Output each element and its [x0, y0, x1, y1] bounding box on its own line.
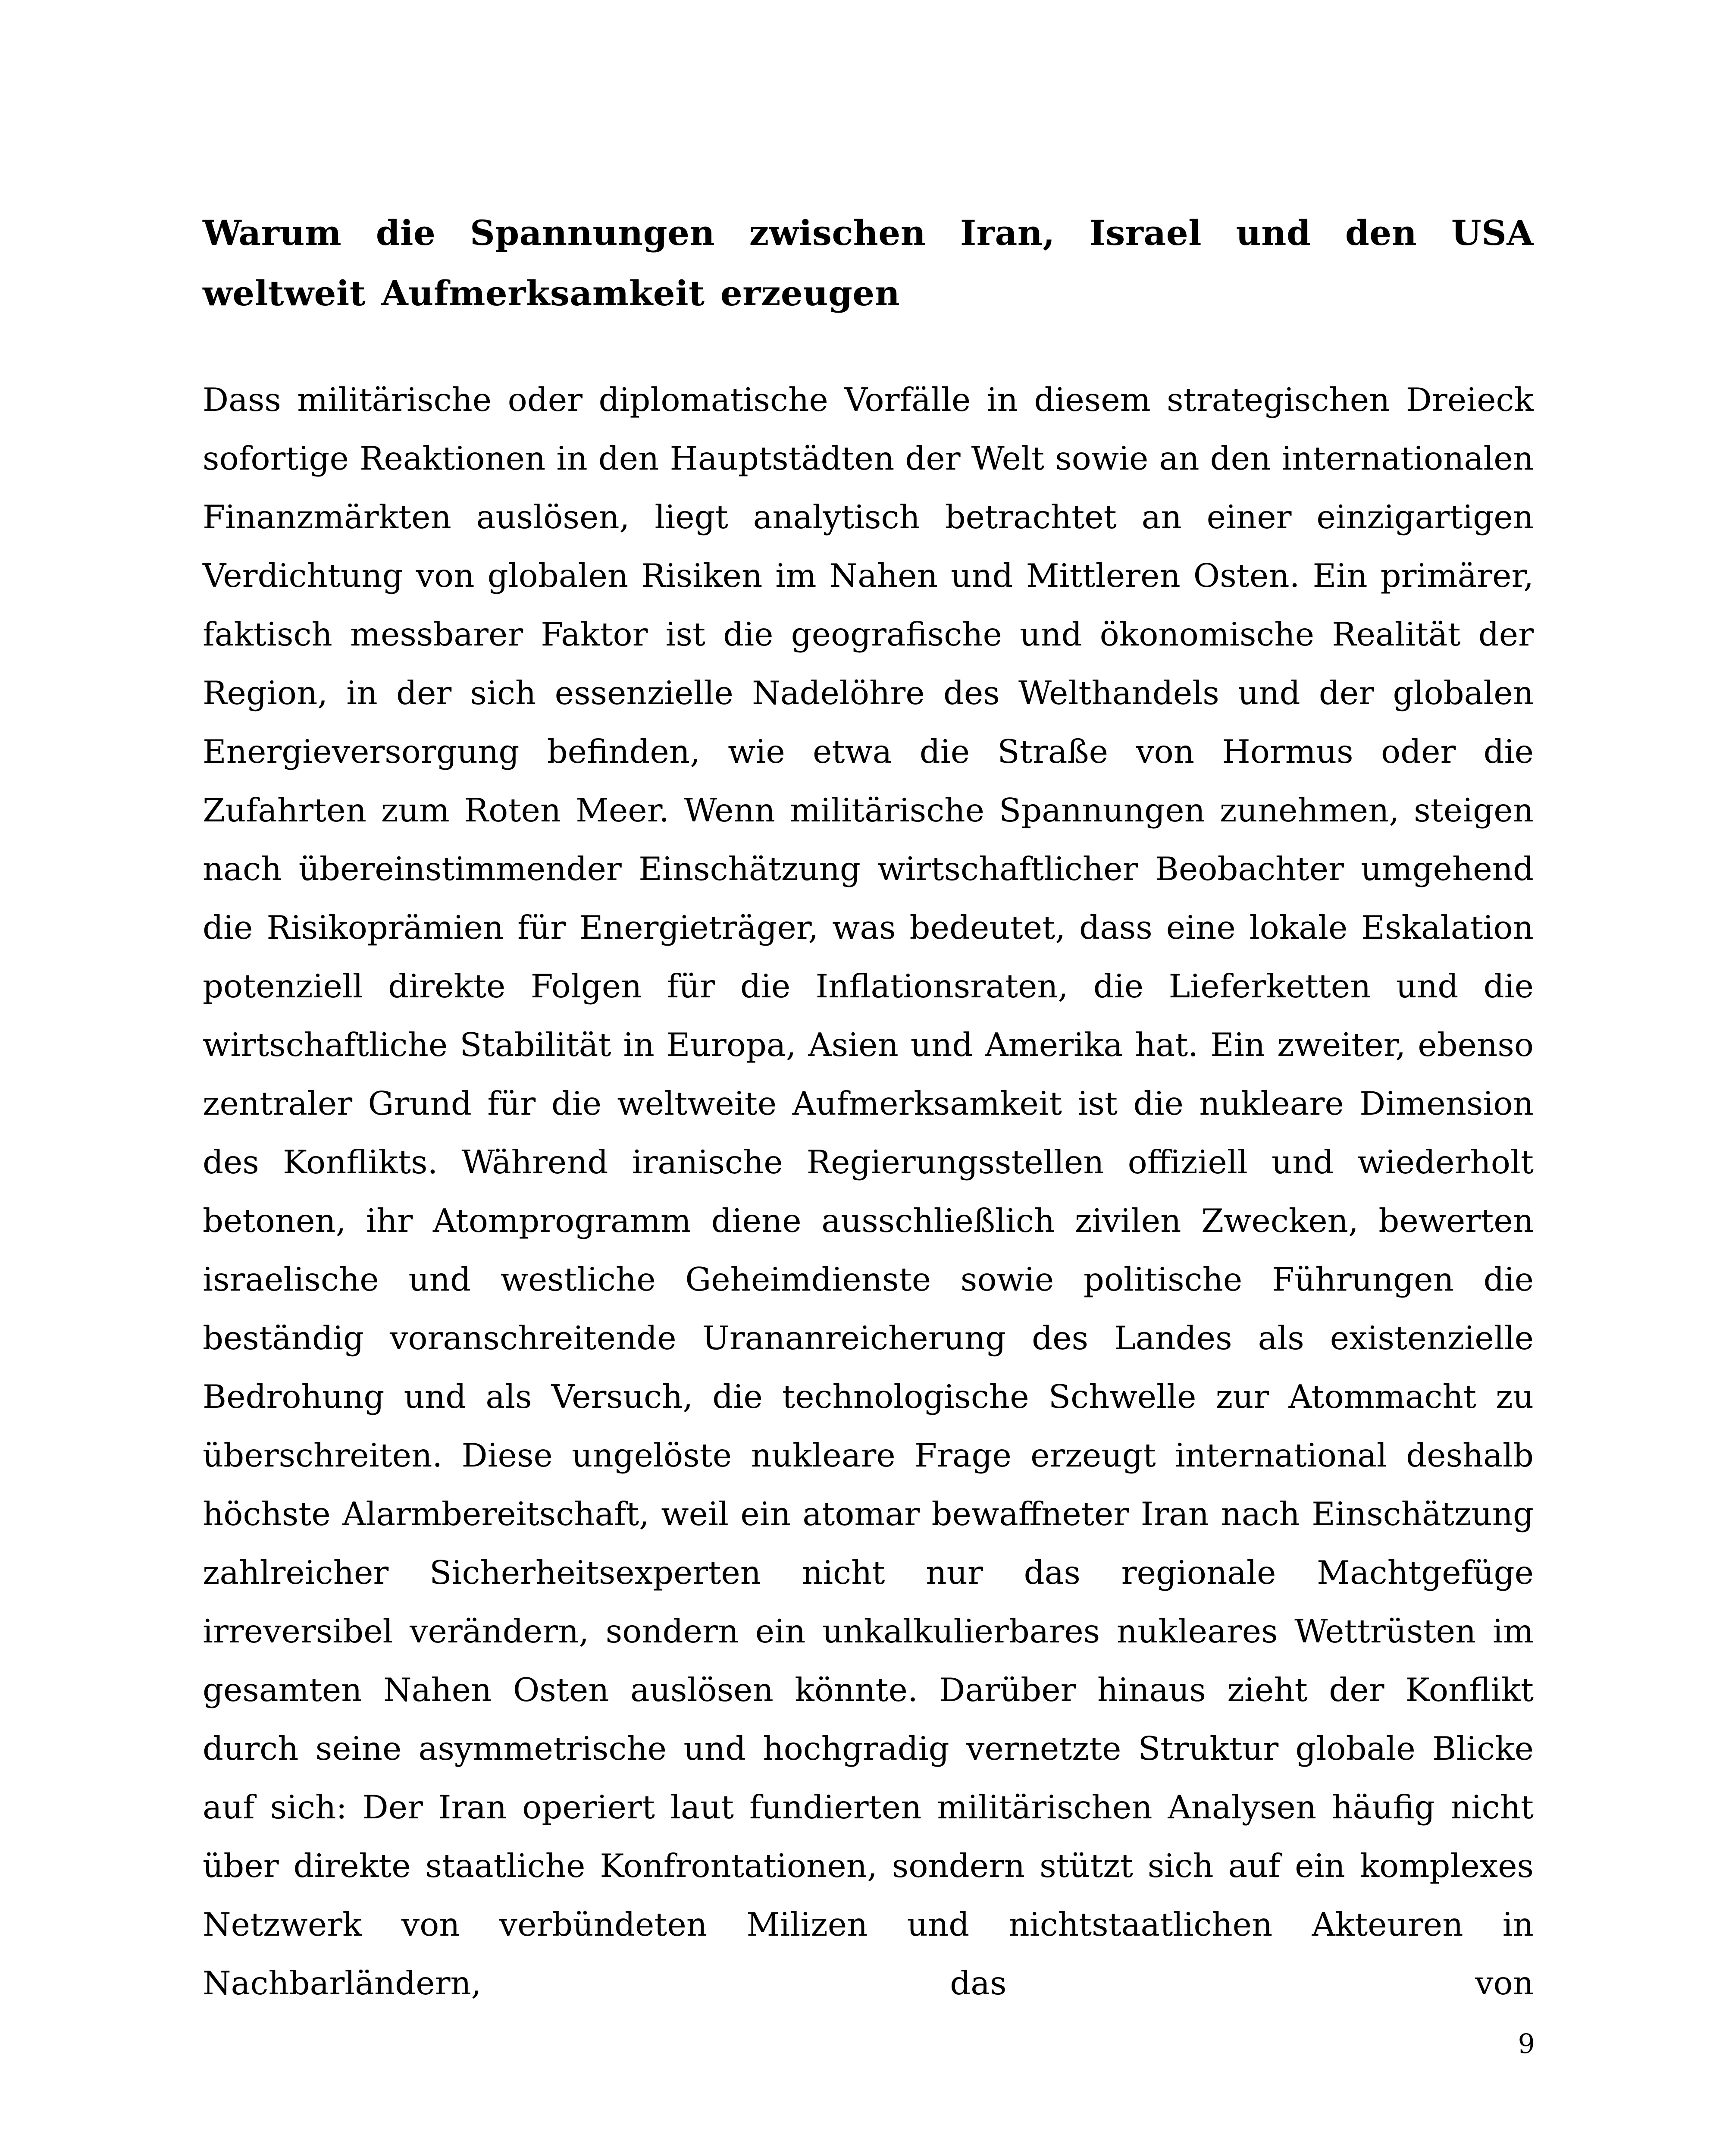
page-number: 9: [1518, 2028, 1535, 2059]
body-paragraph: Dass militärische oder diplomatische Vorfälle in diesem strategischen Dreieck sofortige Reaktionen in den Hauptstädten der Welt sowie an den internationalen Finanzmärkten auslösen, liegt analytisch betrachtet an einer einzigartigen Verdichtung von globalen Risiken im Nahen und Mittleren Osten. Ein primärer, faktisch messbarer Faktor ist die geografische und ökonomische Realität der Region, in der sich essenzielle Nadelöhre des Welthandels und der globalen Energieversorgung befinden, wie etwa die Straße von Hormus oder die Zufahrten zum Roten Meer. Wenn militärische Spannungen zunehmen, steigen nach übereinstimmender Einschätzung wirtschaftlicher Beobachter umgehend die Risikoprämien für Energieträger, was bedeutet, dass eine lokale Eskalation potenziell direkte Folgen für die Inflationsraten, die Lieferketten und die wirtschaftliche Stabilität in Europa, Asien und Amerika hat. Ein zweiter, ebenso zentraler Grund für die weltweite Aufmerksamkeit ist die nukleare Dimension des Konflikts. Während iranische Regierungsstellen offiziell und wiederholt betonen, ihr Atomprogramm diene ausschließlich zivilen Zwecken, bewerten israelische und westliche Geheimdienste sowie politische Führungen die beständig voranschreitende Urananreicherung des Landes als existenzielle Bedrohung und als Versuch, die technologische Schwelle zur Atommacht zu überschreiten. Diese ungelöste nukleare Frage erzeugt international deshalb höchste Alarmbereitschaft, weil ein atomar bewaffneter Iran nach Einschätzung zahlreicher Sicherheitsexperten nicht nur das regionale Machtgefüge irreversibel verändern, sondern ein unkalkulierbares nukleares Wettrüsten im gesamten Nahen Osten auslösen könnte. Darüber hinaus zieht der Konflikt durch seine asymmetrische und hochgradig vernetzte Struktur globale Blicke auf sich: Der Iran operiert laut fundierten militärischen Analysen häufig nicht über direkte staatliche Konfrontationen, sondern stützt sich auf ein komplexes Netzwerk von verbündeten Milizen und nichtstaatlichen Akteuren in Nachbarländern, das von: [203, 381, 1534, 2002]
section-heading: Warum die Spannungen zwischen Iran, Israel und den USA weltweit Aufmerksamkeit erzeugen: [203, 213, 1534, 313]
